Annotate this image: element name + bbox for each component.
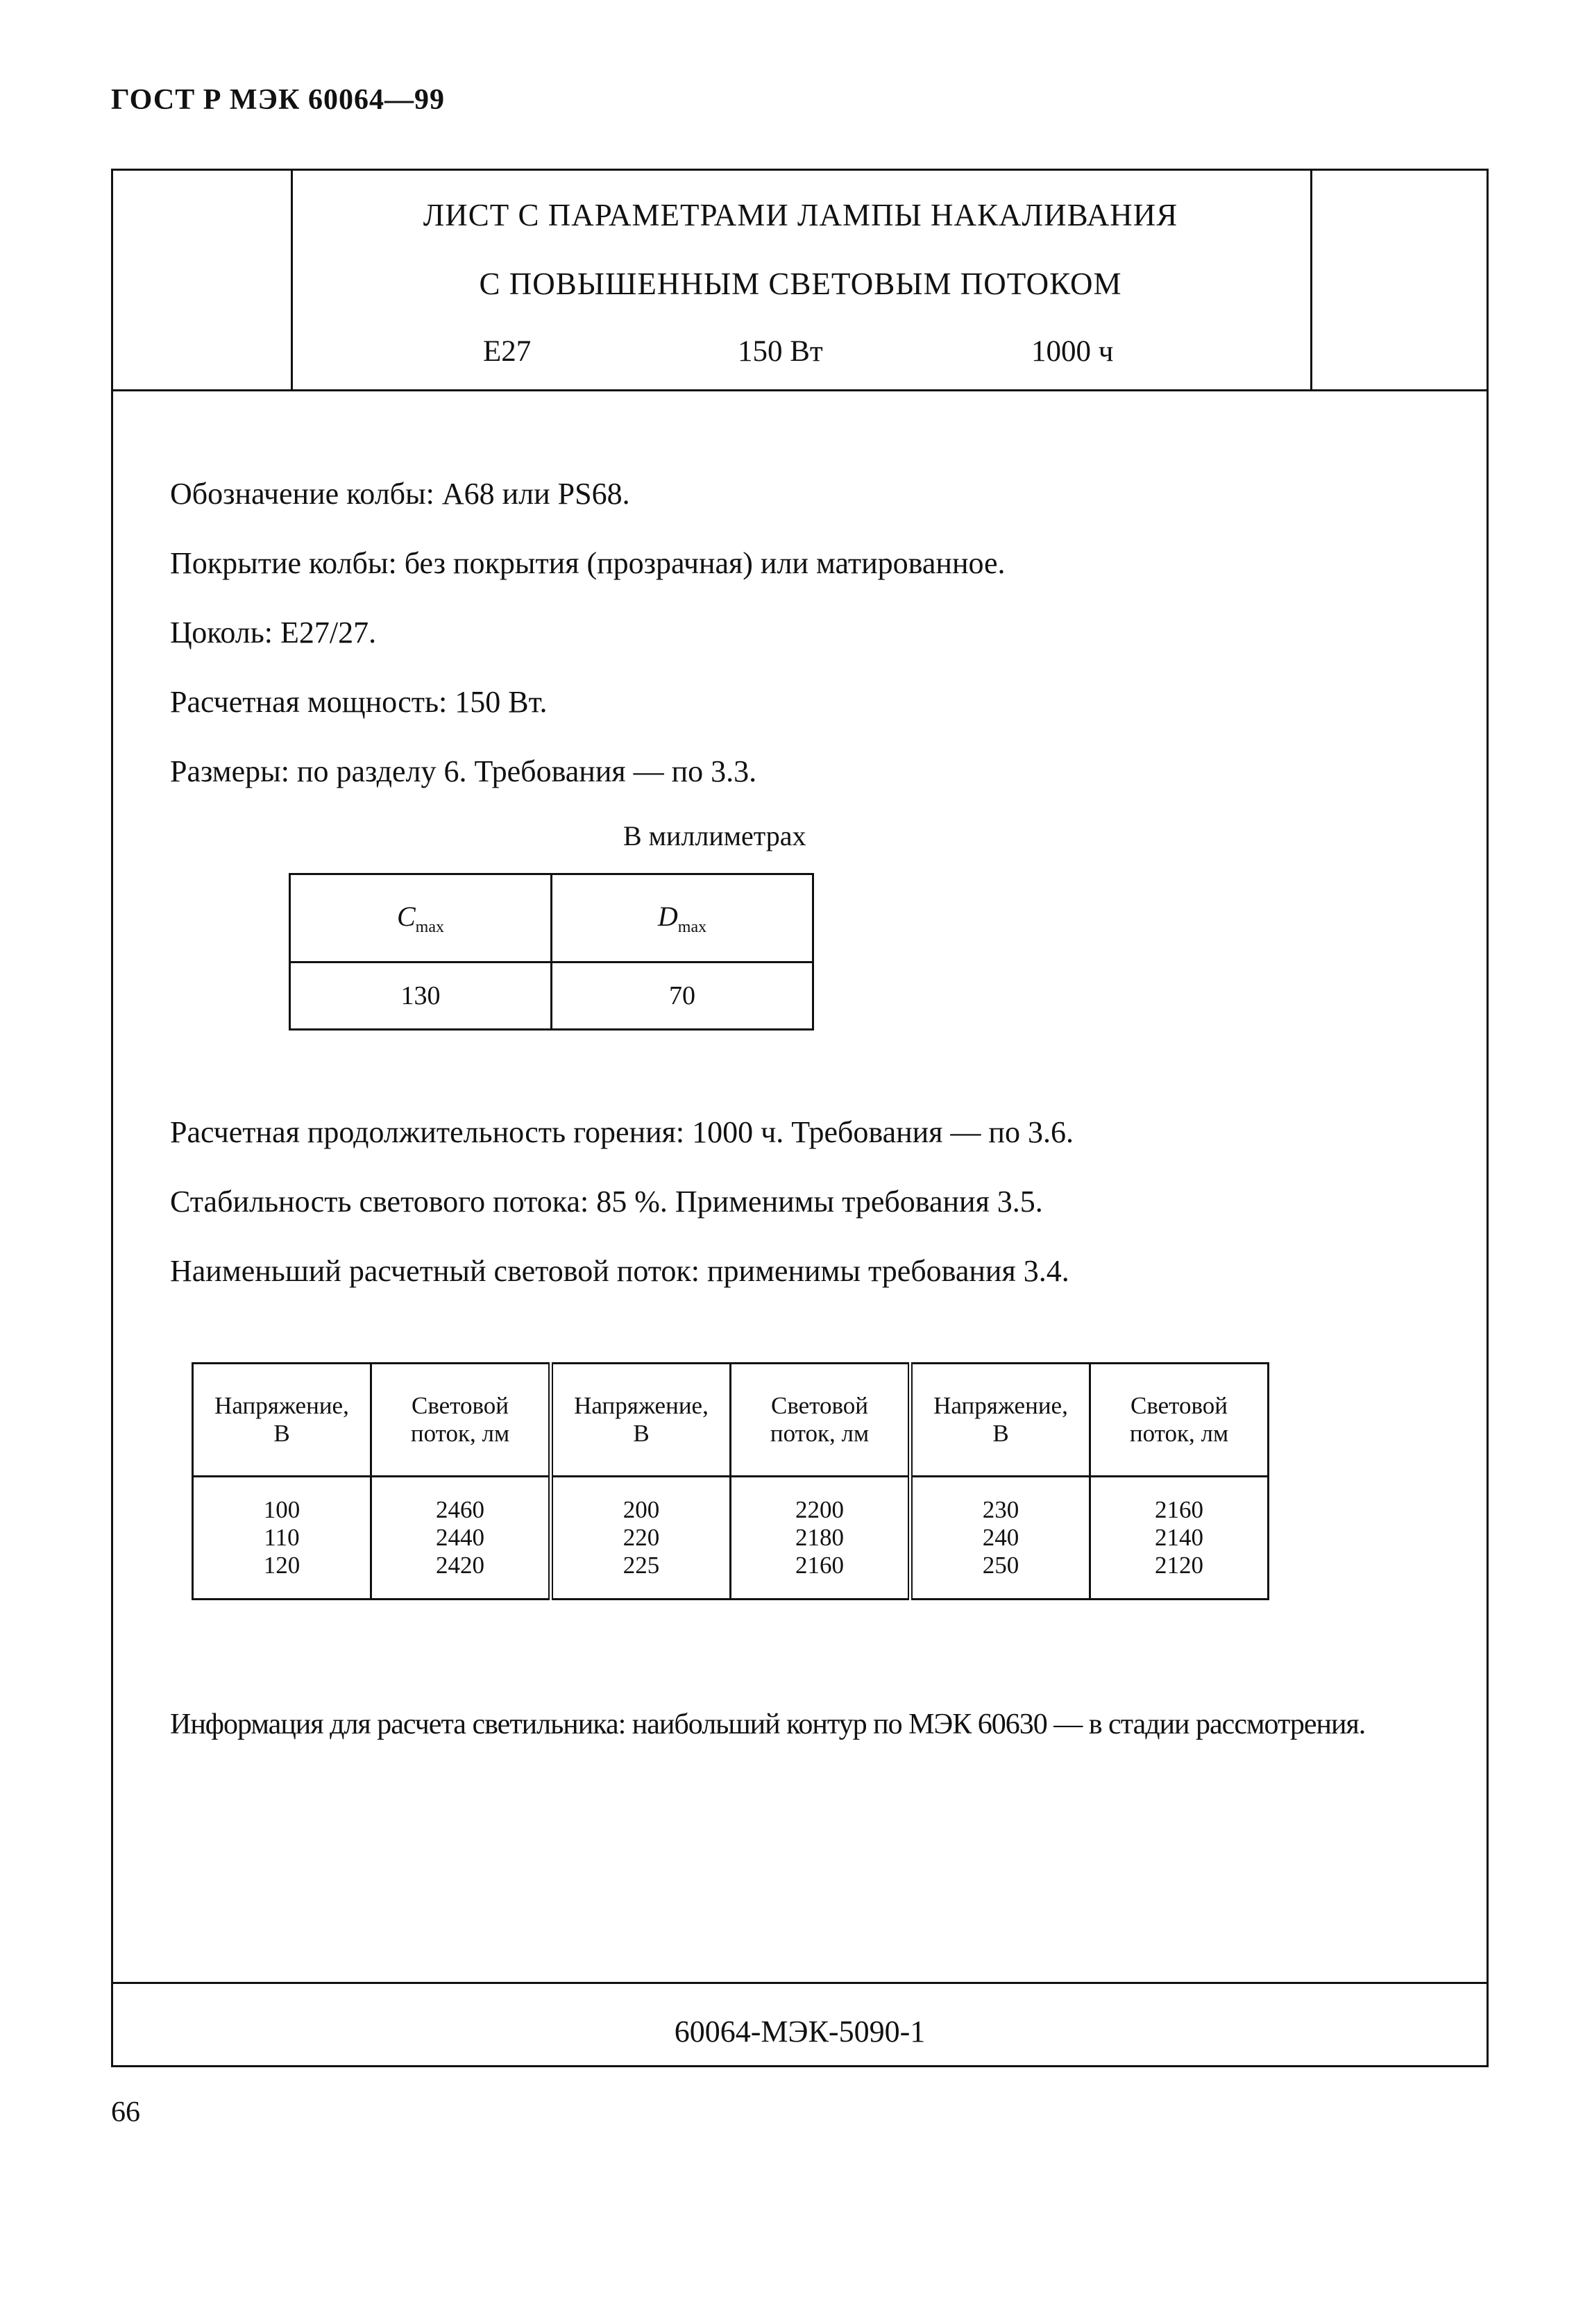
flux-header-flux: Световой поток, лм (371, 1364, 551, 1477)
flux-value-cell: 2200 2180 2160 (731, 1477, 911, 1600)
rated-power: 150 Вт (738, 335, 823, 368)
title-divider-right (1310, 171, 1312, 389)
flux-header-voltage: Напряжение, В (551, 1364, 731, 1477)
flux-value-cell: 2160 2140 2120 (1090, 1477, 1269, 1600)
luminous-flux-table (192, 1362, 1269, 1600)
sheet-code: 60064-МЭК-5090-1 (674, 2015, 926, 2049)
dims-header-letter: C (396, 900, 416, 932)
rated-life: 1000 ч (1031, 335, 1114, 368)
flux-value-cell: 2460 2440 2420 (371, 1477, 551, 1600)
dims-header-sub: max (677, 917, 707, 936)
table-header-row (193, 1364, 1269, 1477)
table-row (193, 1477, 1269, 1600)
dims-header-cell (552, 874, 813, 962)
spec-life: Расчетная продолжительность горения: 1000 ч. Требования — по 3.6. (170, 1115, 1074, 1149)
spec-bulb: Обозначение колбы: A68 или PS68. (170, 477, 630, 511)
dims-header-sub: max (415, 917, 444, 936)
table-header-row (290, 874, 813, 962)
spec-stability: Стабильность светового потока: 85 %. Применимы требования 3.5. (170, 1185, 1043, 1219)
cap-type: E27 (483, 335, 532, 368)
sheet-title-line-2: С ПОВЫШЕННЫМ СВЕТОВЫМ ПОТОКОМ (479, 266, 1122, 301)
spec-min-flux: Наименьший расчетный световой поток: применимы требования 3.4. (170, 1254, 1069, 1288)
flux-header-voltage: Напряжение, В (911, 1364, 1090, 1477)
parameter-sheet (111, 169, 1489, 2067)
page-number: 66 (111, 2096, 140, 2128)
spec-coating: Покрытие колбы: без покрытия (прозрачная) или матированное. (170, 546, 1006, 580)
sheet-title-block (113, 171, 1487, 391)
flux-voltage-cell: 100 110 120 (193, 1477, 371, 1600)
standard-code: ГОСТ Р МЭК 60064—99 (111, 84, 445, 116)
spec-dimensions: Размеры: по разделу 6. Требования — по 3.3. (170, 754, 757, 788)
luminaire-info: Информация для расчета светильника: наибольший контур по МЭК 60630 — в стадии рассмотрения. (170, 1708, 1366, 1740)
sheet-title-line-1: ЛИСТ С ПАРАМЕТРАМИ ЛАМПЫ НАКАЛИВАНИЯ (423, 198, 1178, 232)
dims-value-cell: 70 (552, 962, 813, 1030)
spec-base: Цоколь: E27/27. (170, 616, 377, 650)
flux-header-voltage: Напряжение, В (193, 1364, 371, 1477)
dims-header-letter: D (657, 900, 678, 932)
table-row (290, 962, 813, 1030)
flux-voltage-cell: 200 220 225 (551, 1477, 731, 1600)
footer-divider (113, 1982, 1487, 1984)
dims-value-cell: 130 (290, 962, 552, 1030)
flux-voltage-cell: 230 240 250 (911, 1477, 1090, 1600)
flux-header-flux: Световой поток, лм (731, 1364, 911, 1477)
spec-power: Расчетная мощность: 150 Вт. (170, 685, 548, 719)
flux-header-flux: Световой поток, лм (1090, 1364, 1269, 1477)
dims-header-cell (290, 874, 552, 962)
dimensions-table (289, 873, 814, 1030)
dims-unit-note: В миллиметрах (623, 820, 806, 851)
